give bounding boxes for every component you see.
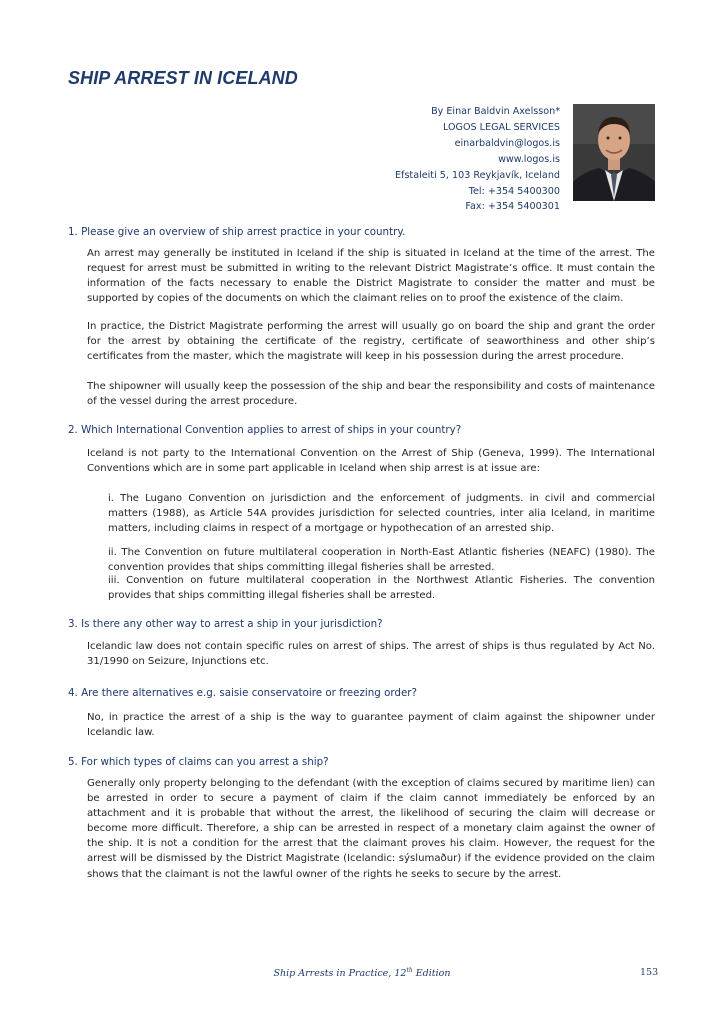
page-number: 153: [640, 967, 659, 978]
question-heading: 3. Is there any other way to arrest a ship in your jurisdiction?: [68, 618, 383, 630]
convention-list-item: iii. Convention on future multilateral cooperation in the Northwest Atlantic Fisheries. The convention provides that ships committing illegal fisheries shall be arrested.: [108, 575, 655, 602]
question-heading: 4. Are there alternatives e.g. saisie conservatoire or freezing order?: [68, 687, 417, 699]
answer-paragraph: In practice, the District Magistrate performing the arrest will usually go on board the ship and grant the order for the arrest by obtaining the certificate of the registry, certificate of seaworthiness and other ship’s certificates from the master, which the magistrate will keep in his possession during the arrest procedure.: [87, 321, 655, 363]
answer-paragraph: The shipowner will usually keep the possession of the ship and bear the responsibility and costs of maintenance of the vessel during the arrest procedure.: [87, 381, 655, 408]
convention-list-item: i. The Lugano Convention on jurisdiction and the enforcement of judgments. in civil and commercial matters (1988), as Article 54A provides jurisdiction for selected countries, inter alia Iceland, in maritime matters, including claims in respect of a mortgage or hypothecation of an arrested ship.: [108, 493, 655, 535]
answer-paragraph: An arrest may generally be instituted in Iceland if the ship is situated in Iceland at the time of the arrest. The request for arrest must be submitted in writing to the relevant District Magistrate’s office. It must contain the information of the facts necessary to enable the District Magistrate to consider the matter and must be supported by copies of the documents on which the claimant relies on to proof the existence of the claim.: [87, 248, 655, 305]
author-fax: Fax: +354 5400301: [465, 201, 560, 213]
author-photo: [573, 104, 655, 201]
question-heading: 1. Please give an overview of ship arrest practice in your country.: [68, 226, 406, 238]
author-company: LOGOS LEGAL SERVICES: [442, 121, 560, 133]
author-block: [395, 104, 560, 215]
question-heading: 5. For which types of claims can you arrest a ship?: [68, 756, 329, 768]
answer-paragraph: Icelandic law does not contain specific rules on arrest of ships. The arrest of ships is thus regulated by Act No. 31/1990 on Seizure, Injunctions etc.: [87, 641, 655, 668]
author-byline: By Einar Baldvin Axelsson*: [431, 106, 560, 117]
answer-paragraph: Iceland is not party to the International Convention on the Arrest of Ship (Geneva, 1999). The International Conventions which are in some part applicable in Iceland when ship arrest is at issue are:: [87, 448, 655, 475]
footer-book-title: Ship Arrests in Practice, 12th Edition: [273, 967, 451, 980]
author-address: Efstaleiti 5, 103 Reykjavík, Iceland: [395, 169, 560, 181]
author-website[interactable]: www.logos.is: [498, 153, 560, 165]
convention-list-item: ii. The Convention on future multilateral cooperation in North-East Atlantic fisheries (NEAFC) (1980). The convention provides that ships committing illegal fisheries shall be arrested.: [108, 547, 655, 574]
author-tel: Tel: +354 5400300: [468, 185, 560, 197]
question-heading: 2. Which International Convention applies to arrest of ships in your country?: [68, 424, 462, 436]
author-email[interactable]: einarbaldvin@logos.is: [454, 137, 560, 149]
answer-paragraph: No, in practice the arrest of a ship is the way to guarantee payment of claim against the shipowner under Icelandic law.: [87, 712, 655, 739]
answer-paragraph: Generally only property belonging to the defendant (with the exception of claims secured by maritime lien) can be arrested in order to secure a payment of claim if the claim cannot immediately be enforced by an attachment and it is probable that without the arrest, the likelihood of securing the claim will decrease or become more difficult. Therefore, a ship can be arrested in respect of a monetary claim against the owner of the ship. It is not a condition for the arrest that the claimant proves his claim. However, the request for the arrest will be dismissed by the District Magistrate (Icelandic: sýslumaður) if the evidence provided on the claim shows that the claimant is not the lawful owner of the rights he seeks to secure by the arrest.: [87, 778, 655, 880]
page-title: SHIP ARREST IN ICELAND: [68, 68, 298, 88]
